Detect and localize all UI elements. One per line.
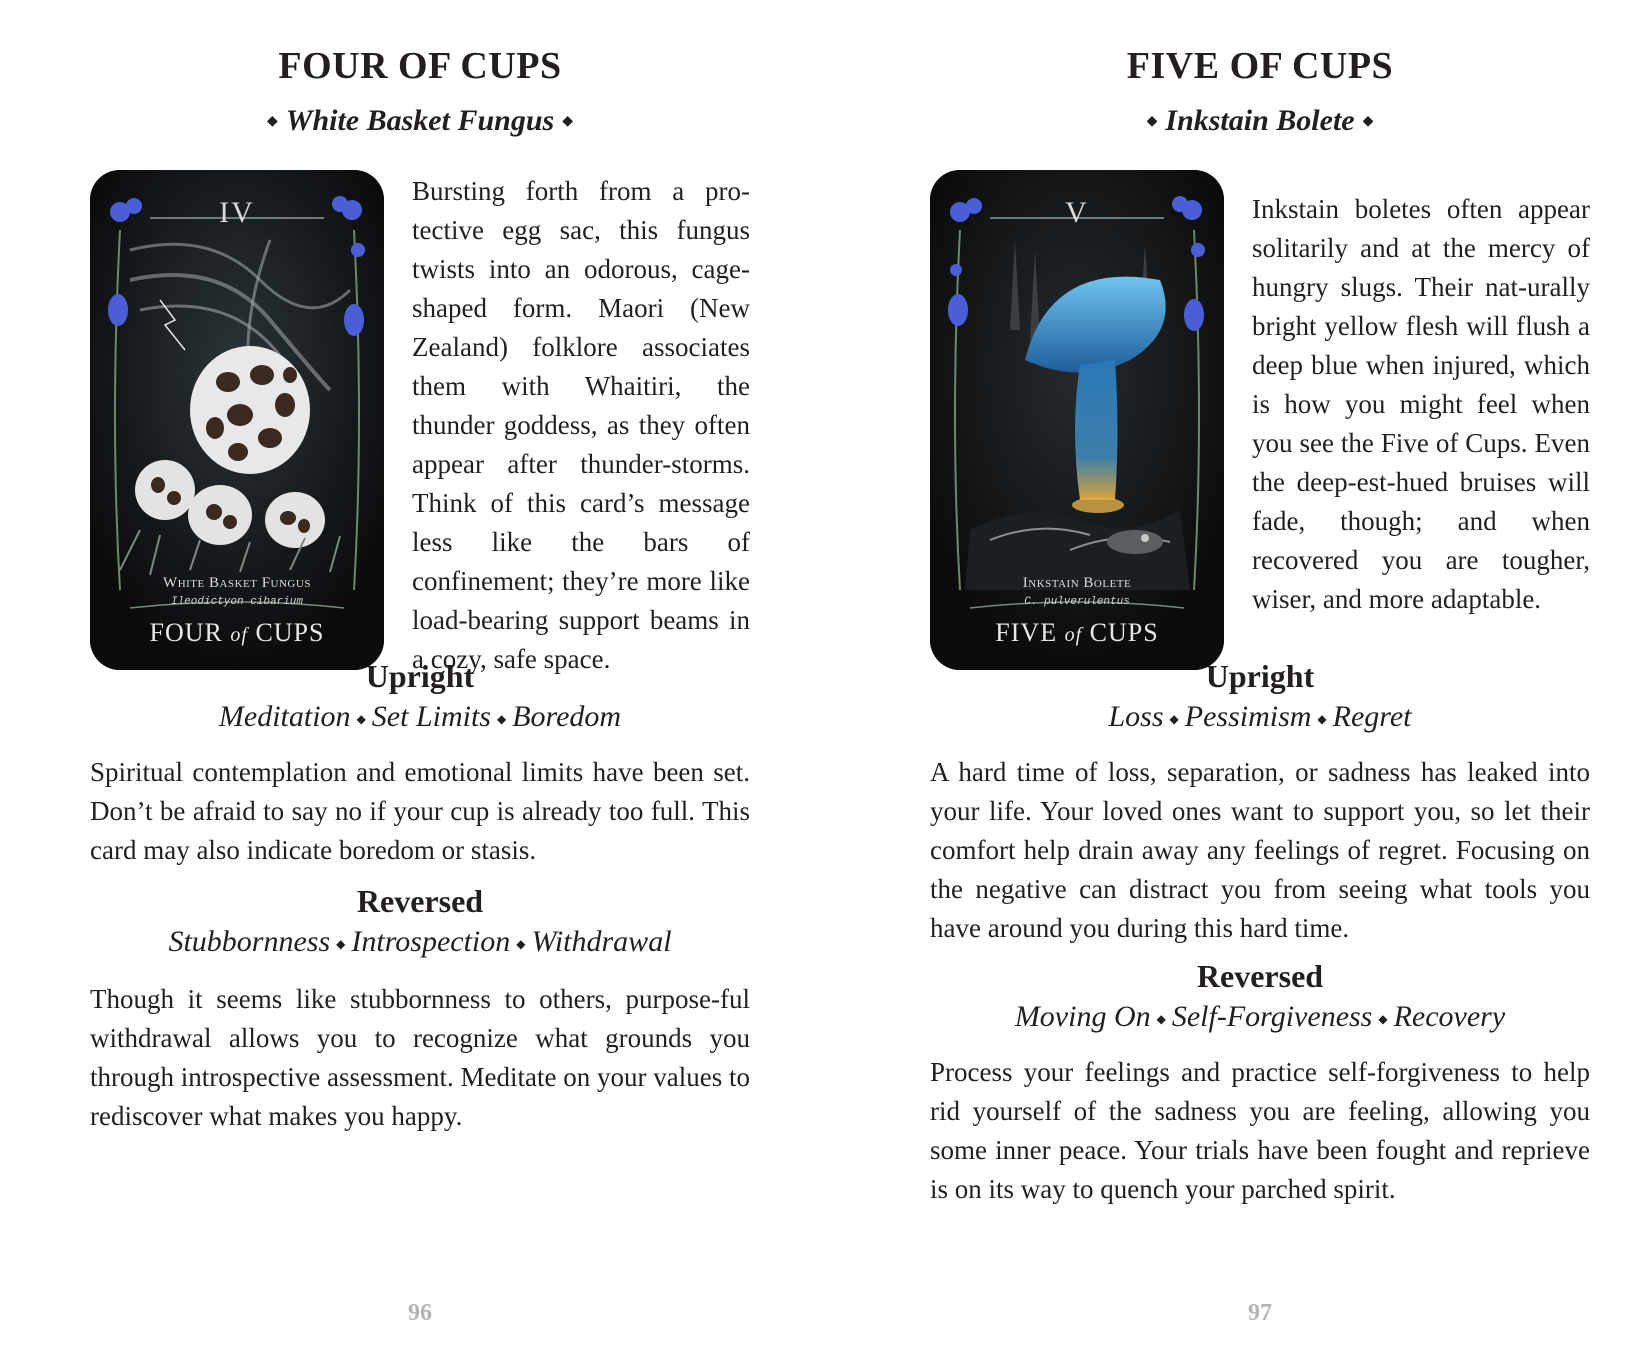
reversed-text: Though it seems like stubbornness to others, purpose-ful withdrawal allows you to recognize what grounds you through introspective assessment. Meditate on your values to rediscover what makes you happy. — [90, 984, 750, 1131]
reversed-text: Process your feelings and practice self-forgiveness to help rid yourself of the sadness you are feeling, allowing you some inner peace. Your trials have been fought and reprieve is on its way to quench your parched spirit. — [930, 1057, 1590, 1204]
diamond-separator-icon: ◆ — [516, 936, 526, 951]
diamond-separator-icon: ◆ — [336, 936, 346, 951]
card-name: FOUR of CUPS — [149, 618, 325, 647]
diamond-ornament-icon: ◆ — [1146, 113, 1158, 129]
diamond-ornament-icon: ◆ — [562, 113, 573, 129]
page-number: 96 — [408, 1300, 432, 1326]
left-page — [90, 0, 750, 1372]
card-species-name: Inkstain Bolete — [1022, 575, 1132, 591]
page-title: FOUR OF CUPS — [278, 45, 562, 87]
page-subtitle — [90, 104, 750, 138]
reversed-heading: Reversed — [356, 883, 484, 919]
page-number: 97 — [1248, 1300, 1272, 1326]
card-latin-name: C. pulverulentus — [1024, 596, 1130, 608]
diamond-separator-icon: ◆ — [496, 711, 507, 726]
upright-keywords: Loss ◆ Pessimism ◆ Regret — [1108, 700, 1412, 733]
tarot-card-illustration — [90, 170, 384, 670]
card-intro-text: Inkstain boletes often appear solitarily and at the mercy of hungry slugs. Their nat-urally bright yellow flesh will flush a deep blue when injured, which is how you might feel when you see the Five of Cups. Even the deep-est-hued bruises will fade, though; and when recovered you are tougher, wiser, and more adaptable. — [1252, 194, 1590, 614]
page-subtitle — [930, 104, 1590, 138]
upright-heading: Upright — [365, 658, 475, 694]
upright-heading: Upright — [1205, 658, 1315, 694]
diamond-separator-icon: ◆ — [1169, 711, 1179, 726]
diamond-separator-icon: ◆ — [1378, 1011, 1388, 1026]
diamond-separator-icon: ◆ — [1317, 711, 1327, 726]
white-basket-fungus-artwork — [90, 170, 384, 670]
card-latin-name: Ileodictyon cibarium — [170, 596, 304, 608]
reversed-keywords: Moving On ◆ Self-Forgiveness ◆ Recovery — [1014, 1000, 1506, 1033]
diamond-separator-icon: ◆ — [356, 711, 366, 726]
card-species-name: White Basket Fungus — [163, 575, 311, 591]
right-page — [930, 0, 1590, 1372]
subtitle-text: Inkstain Bolete — [1165, 104, 1355, 137]
diamond-ornament-icon: ◆ — [267, 113, 278, 129]
diamond-ornament-icon: ◆ — [1362, 113, 1374, 129]
upright-text: Spiritual contemplation and emotional limits have been set. Don’t be afraid to say no if your cup is already too full. This card may also indicate boredom or stasis. — [90, 757, 750, 865]
card-name: FIVE of CUPS — [995, 618, 1159, 647]
reversed-keywords: Stubbornness ◆ Introspection ◆ Withdrawal — [168, 925, 672, 958]
card-numeral: V — [1065, 196, 1089, 229]
reversed-heading: Reversed — [1196, 958, 1324, 994]
upright-keywords: Meditation ◆ Set Limits ◆ Boredom — [218, 700, 622, 733]
upright-text: A hard time of loss, separation, or sadness has leaked into your life. Your loved ones want to support you, so let their comfort help drain away any feelings of regret. Focusing on the negative can distract you from seeing what tools you have around you during this hard time. — [930, 757, 1590, 943]
inkstain-bolete-artwork — [930, 170, 1224, 670]
subtitle-text: White Basket Fungus — [285, 104, 555, 137]
page-title: FIVE OF CUPS — [1126, 45, 1394, 87]
diamond-separator-icon: ◆ — [1156, 1011, 1166, 1026]
tarot-card-illustration — [930, 170, 1224, 670]
card-intro-text: Bursting forth from a pro-tective egg sac, this fungus twists into an odorous, cage-shaped form. Maori (New Zealand) folklore associates them with Whaitiri, the thunder goddess, as they often appear after thunder-storms. Think of this card’s message less like the bars of confinement; they’re more like load-bearing support beams in a cozy, safe space. — [412, 176, 750, 674]
card-numeral: IV — [219, 196, 255, 229]
